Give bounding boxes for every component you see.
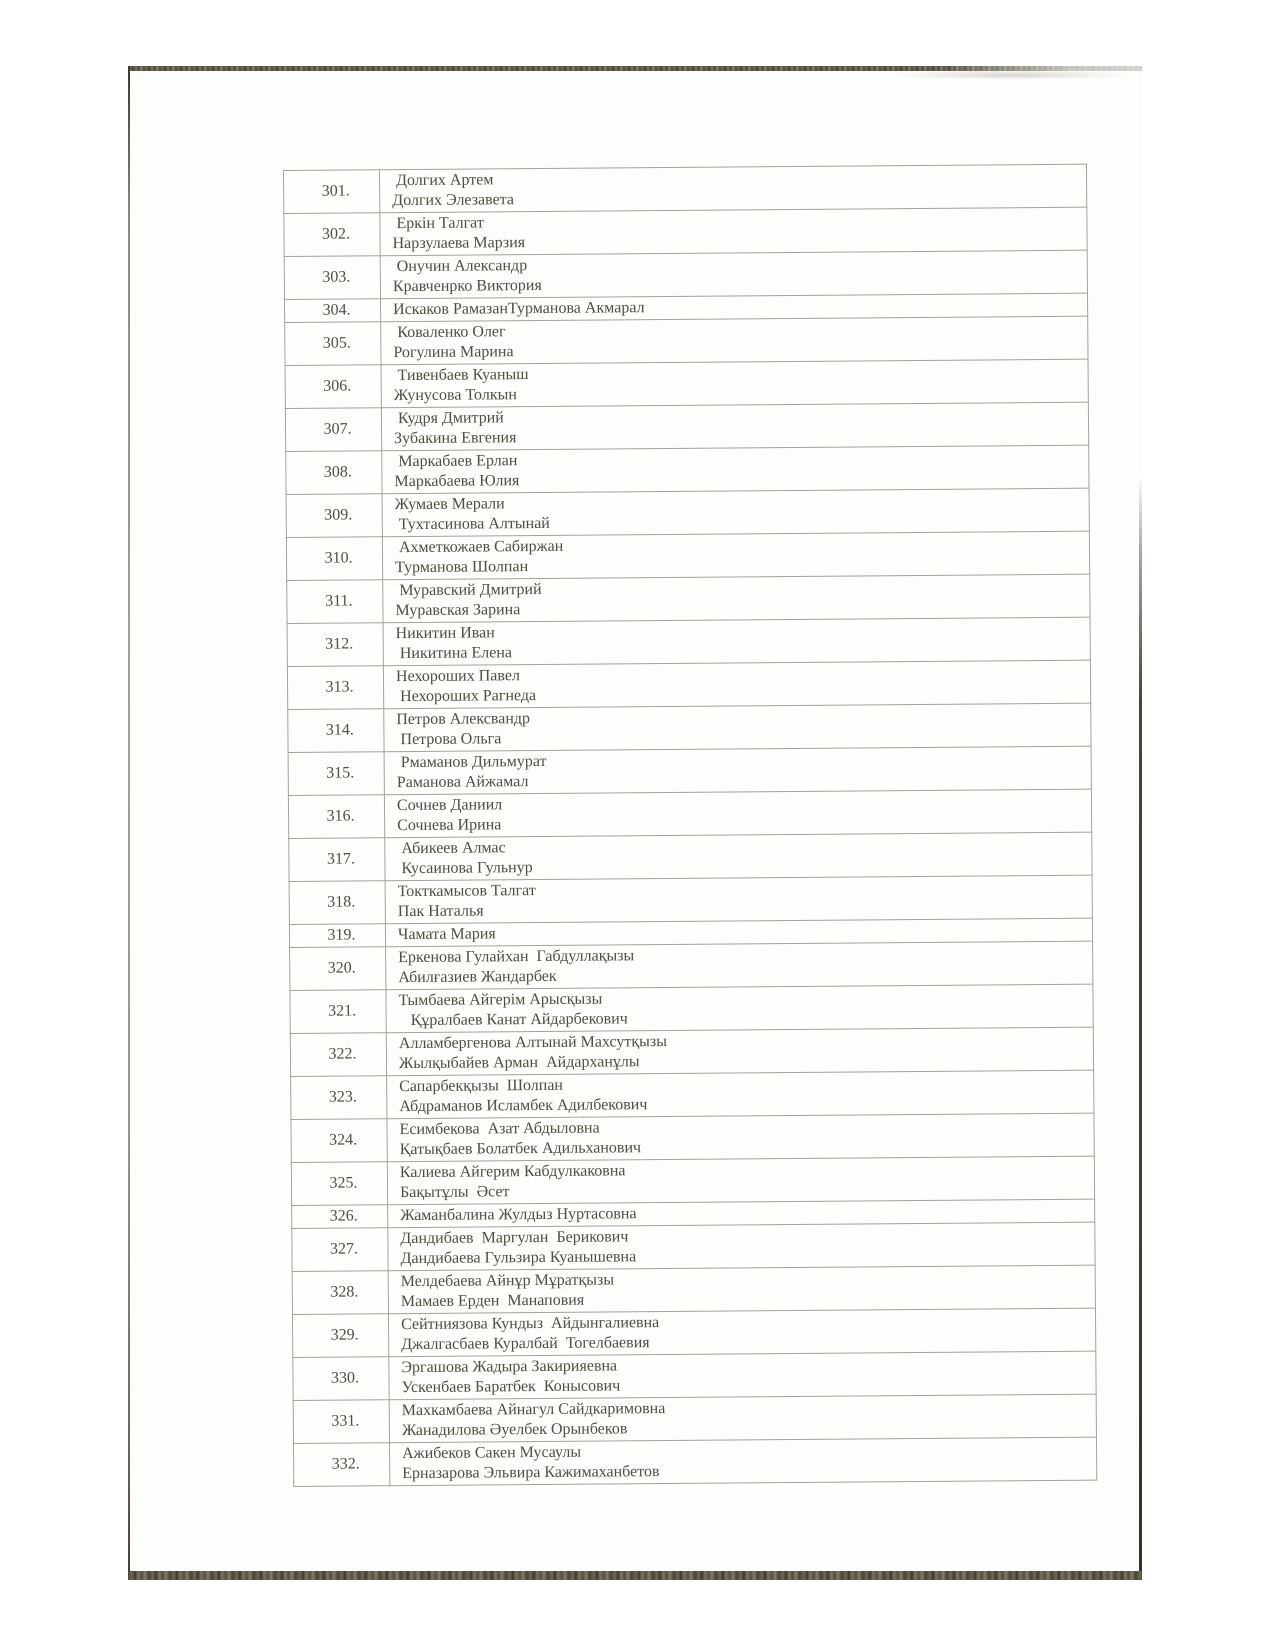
scan-edge-left — [128, 66, 130, 1580]
row-number: 329. — [292, 1314, 388, 1358]
table-row — [293, 1394, 1096, 1443]
row-number: 317. — [289, 838, 385, 882]
table-row — [292, 1222, 1095, 1271]
table-row — [286, 488, 1089, 537]
row-number: 316. — [288, 795, 384, 839]
row-number: 330. — [293, 1357, 389, 1401]
row-names: Еркін Талгат Нарзулаева Марзия — [380, 207, 1087, 256]
row-names: Нехороших Павел Нехороших Рагнеда — [383, 660, 1090, 709]
row-number: 307. — [285, 408, 381, 452]
table-row — [288, 746, 1091, 795]
row-names: Никитин Иван Никитина Елена — [383, 617, 1090, 666]
table-row — [290, 1027, 1093, 1076]
row-names: Петров Алексвандр Петрова Ольга — [384, 703, 1091, 752]
table-row — [288, 789, 1091, 838]
row-names: Маркабаев Ерлан Маркабаева Юлия — [382, 445, 1089, 494]
row-names: Сейтниязова Кундыз Айдынгалиевна Джалгасбаев Куралбай Тогелбаевия — [388, 1308, 1095, 1357]
row-names: Жумаев Мерали Тухтасинова Алтынай — [382, 488, 1089, 537]
row-number: 314. — [288, 709, 384, 753]
row-number: 319. — [289, 924, 385, 948]
table-row — [289, 875, 1092, 924]
scan-edge-right — [1139, 66, 1142, 1580]
row-number: 323. — [291, 1076, 387, 1120]
row-number: 313. — [287, 666, 383, 710]
row-number: 311. — [287, 580, 383, 624]
row-number: 320. — [290, 947, 386, 991]
row-names: Эргашова Жадыра Закирияевна Ускенбаев Баратбек Конысович — [389, 1351, 1096, 1400]
table-row — [291, 1113, 1094, 1162]
table-row — [288, 703, 1091, 752]
row-names: Коваленко Олег Рогулина Марина — [381, 316, 1088, 365]
table-row — [290, 984, 1093, 1033]
scan-smudge — [892, 70, 1132, 80]
row-names: Махкамбаева Айнагул Сайдкаримовна Жанадилова Әуелбек Орынбеков — [389, 1394, 1096, 1443]
row-number: 322. — [290, 1033, 386, 1077]
scan-edge-bottom — [128, 1571, 1142, 1580]
row-names: Сапарбекқызы Шолпан Абдраманов Исламбек Адилбекович — [387, 1070, 1094, 1119]
row-number: 304. — [285, 299, 381, 323]
row-names: Долгих Артем Долгих Элезавета — [380, 164, 1087, 213]
table-row — [285, 359, 1088, 408]
row-number: 315. — [288, 752, 384, 796]
row-names: Дандибаев Маргулан Берикович Дандибаева Гульзира Куанышевна — [388, 1222, 1095, 1271]
row-number: 326. — [292, 1205, 388, 1229]
row-names: Чамата Мария — [385, 918, 1092, 947]
table-row — [293, 1351, 1096, 1400]
table-row — [291, 1070, 1094, 1119]
row-number: 303. — [284, 256, 380, 300]
table-row — [287, 617, 1090, 666]
row-number: 331. — [293, 1400, 389, 1444]
table-row — [285, 402, 1088, 451]
row-names: Искаков РамазанТурманова Акмарал — [381, 293, 1088, 322]
names-table — [283, 164, 1097, 1487]
row-names: Еркенова Гулайхан Габдуллақызы Абилғазиев Жандарбек — [386, 941, 1093, 990]
table-row — [289, 832, 1092, 881]
table-row — [287, 660, 1090, 709]
row-number: 301. — [284, 170, 380, 214]
table-row — [290, 941, 1093, 990]
row-names: Токткамысов Талгат Пак Наталья — [385, 875, 1092, 924]
row-names: Абикеев Алмас Кусаинова Гульнур — [385, 832, 1092, 881]
table-row — [291, 1156, 1094, 1205]
row-names: Ажибеков Сакен Мусаулы Ерназарова Эльвира Кажимаханбетов — [389, 1437, 1096, 1486]
table-row — [284, 164, 1087, 213]
table-row — [284, 207, 1087, 256]
table-row — [292, 1308, 1095, 1357]
row-names: Ахметкожаев Сабиржан Турманова Шолпан — [382, 531, 1089, 580]
table-row — [286, 531, 1089, 580]
table-row — [294, 1437, 1097, 1486]
table-row — [286, 445, 1089, 494]
table-row — [285, 316, 1088, 365]
table-row — [292, 1265, 1095, 1314]
row-names: Тивенбаев Куаныш Жунусова Толкын — [381, 359, 1088, 408]
row-number: 312. — [287, 623, 383, 667]
row-number: 305. — [285, 322, 381, 366]
table-row — [284, 250, 1087, 299]
table-row — [287, 574, 1090, 623]
row-number: 302. — [284, 213, 380, 257]
row-names: Мелдебаева Айнұр Мұратқызы Мамаев Ерден Манаповия — [388, 1265, 1095, 1314]
row-number: 318. — [289, 881, 385, 925]
row-number: 327. — [292, 1228, 388, 1272]
row-names: Алламбергенова Алтынай Махсутқызы Жылқыбайев Арман Айдарханұлы — [386, 1027, 1093, 1076]
row-names: Тымбаева Айгерім Арысқызы Құралбаев Канат Айдарбекович — [386, 984, 1093, 1033]
row-number: 325. — [291, 1162, 387, 1206]
row-number: 332. — [294, 1443, 390, 1487]
row-names: Калиева Айгерим Кабдулкаковна Бақытұлы Әсет — [387, 1156, 1094, 1205]
row-names: Есимбекова Азат Абдыловна Қатықбаев Болатбек Адильханович — [387, 1113, 1094, 1162]
row-names: Рмаманов Дильмурат Раманова Айжамал — [384, 746, 1091, 795]
row-number: 324. — [291, 1119, 387, 1163]
row-names: Сочнев Даниил Сочнева Ирина — [384, 789, 1091, 838]
row-names: Жаманбалина Жулдыз Нуртасовна — [388, 1199, 1095, 1228]
row-number: 321. — [290, 990, 386, 1034]
row-number: 306. — [285, 365, 381, 409]
row-names: Онучин Александр Кравченрко Виктория — [380, 250, 1087, 299]
paper-sheet — [128, 66, 1142, 1580]
row-names: Кудря Дмитрий Зубакина Евгения — [381, 402, 1088, 451]
names-table-body — [284, 164, 1097, 1486]
row-number: 310. — [286, 537, 382, 581]
row-number: 309. — [286, 494, 382, 538]
row-names: Муравский Дмитрий Муравская Зарина — [383, 574, 1090, 623]
row-number: 308. — [286, 451, 382, 495]
row-number: 328. — [292, 1271, 388, 1315]
